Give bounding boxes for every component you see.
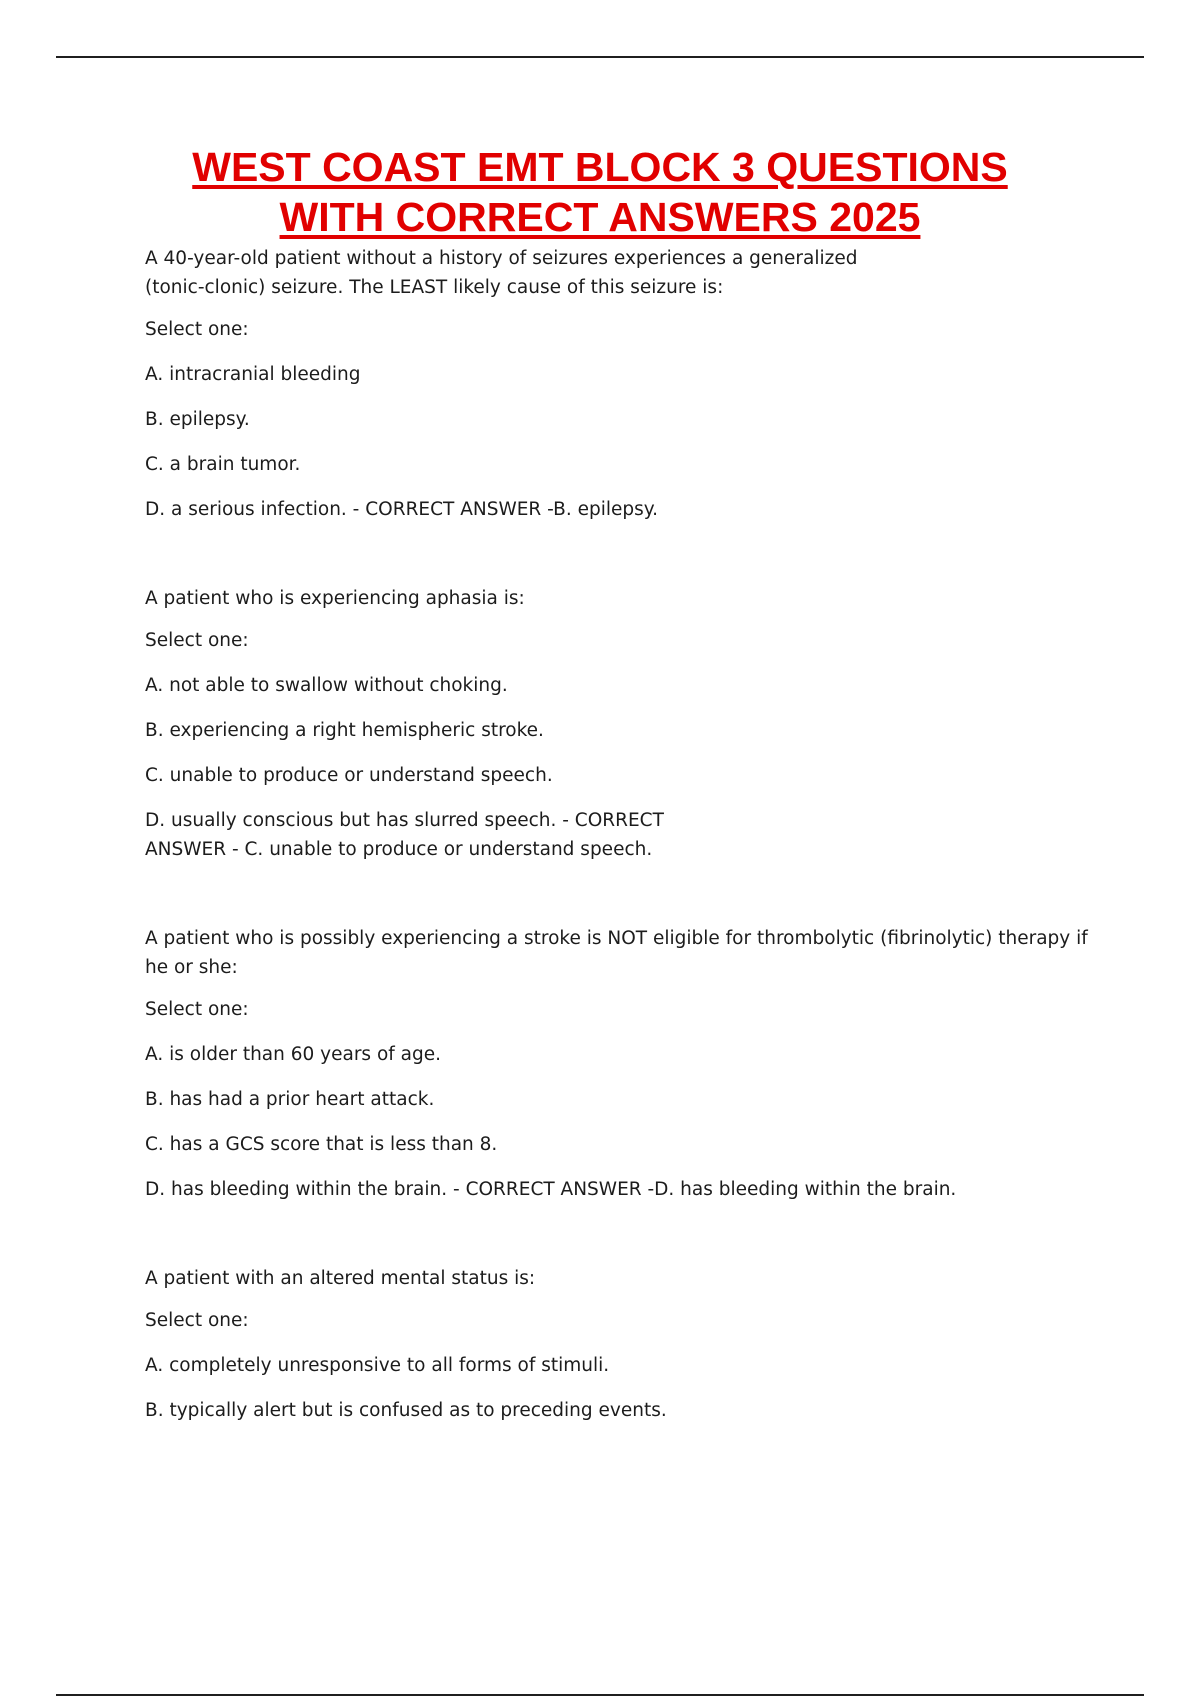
title-line-1: WEST COAST EMT BLOCK 3 QUESTIONS xyxy=(192,144,1008,190)
select-one-label: Select one: xyxy=(145,630,249,651)
question-prompt: A patient who is experiencing aphasia is: xyxy=(145,588,525,609)
spacer xyxy=(145,1220,1095,1264)
question-2 xyxy=(145,584,1095,864)
option-b: B. typically alert but is confused as to preceding events. xyxy=(145,1400,667,1421)
question-prompt: A patient who is possibly experiencing a stroke is NOT eligible for thrombolytic (fibrinolytic) therapy if he or she: xyxy=(145,928,1088,978)
option-c: C. has a GCS score that is less than 8. xyxy=(145,1134,498,1155)
option-d-with-answer: D. has bleeding within the brain. - CORRECT ANSWER -D. has bleeding within the brain. xyxy=(145,1179,957,1200)
question-4 xyxy=(145,1264,1095,1425)
option-a: A. not able to swallow without choking. xyxy=(145,675,508,696)
question-prompt: A 40-year-old patient without a history of seizures experiences a generalized (tonic-clonic) seizure. The LEAST likely cause of this seizure is: xyxy=(145,248,858,298)
select-one-label: Select one: xyxy=(145,1310,249,1331)
option-a: A. intracranial bleeding xyxy=(145,364,361,385)
select-one-label: Select one: xyxy=(145,319,249,340)
top-rule xyxy=(56,56,1144,58)
option-a: A. is older than 60 years of age. xyxy=(145,1044,442,1065)
question-prompt: A patient with an altered mental status is: xyxy=(145,1268,536,1289)
select-one-label: Select one: xyxy=(145,999,249,1020)
option-c: C. unable to produce or understand speech. xyxy=(145,765,553,786)
bottom-rule xyxy=(56,1694,1144,1696)
option-c: C. a brain tumor. xyxy=(145,454,301,475)
option-d-with-answer: D. a serious infection. - CORRECT ANSWER -B. epilepsy. xyxy=(145,499,658,520)
question-1 xyxy=(145,244,1095,524)
option-a: A. completely unresponsive to all forms of stimuli. xyxy=(145,1355,610,1376)
option-b: B. has had a prior heart attack. xyxy=(145,1089,435,1110)
title-line-2: WITH CORRECT ANSWERS 2025 xyxy=(279,194,921,240)
question-list xyxy=(145,244,1095,1441)
question-3 xyxy=(145,924,1095,1204)
spacer xyxy=(145,540,1095,584)
option-b: B. epilepsy. xyxy=(145,409,250,430)
spacer xyxy=(145,880,1095,924)
option-b: B. experiencing a right hemispheric stroke. xyxy=(145,720,544,741)
document-title xyxy=(60,142,1140,242)
option-d-with-answer: D. usually conscious but has slurred speech. - CORRECT ANSWER - C. unable to produce or understand speech. xyxy=(145,810,664,860)
